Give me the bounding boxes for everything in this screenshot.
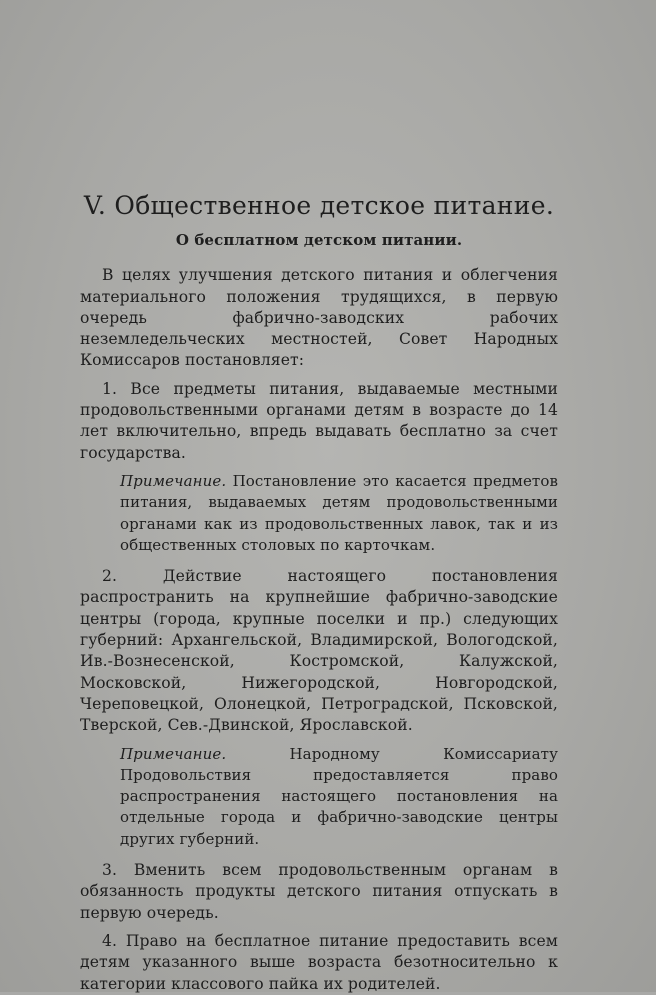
note-1-label: Примечание. bbox=[120, 471, 227, 490]
note-2 bbox=[120, 744, 558, 850]
point-3: 3. Вменить всем продовольственным органам в обязанность продукты детского питания отпускать в первую очередь. bbox=[80, 861, 558, 922]
note-1 bbox=[120, 471, 558, 556]
decree-title: О бесплатном детском питании. bbox=[175, 231, 463, 249]
point-4: 4. Право на бесплатное питание предоставить всем детям указанного выше возраста безотносительно к категории классового пайка их родителей. bbox=[80, 931, 558, 993]
preamble-paragraph: В целях улучшения детского питания и облегчения материального положения трудящихся, в первую очередь фабрично-заводских рабочих неземледельческих местностей, Совет Народных Комиссаров постановляет: bbox=[80, 266, 558, 370]
note-2-label: Примечание. bbox=[120, 744, 227, 763]
section-heading: V. Общественное детское питание. bbox=[83, 191, 555, 220]
point-1: 1. Все предметы питания, выдаваемые местными продовольственными органами детям в возрасте до 14 лет включительно, впредь выдавать бесплатно за счет государства. bbox=[80, 379, 558, 462]
note-1-text: Постановление это касается предметов питания, выдаваемых детям продовольственными органами как из продовольственных лавок, так и из общественных столовых по карточкам. bbox=[120, 471, 559, 554]
document-body bbox=[80, 190, 558, 995]
note-2-text: Народному Комиссариату Продовольствия предоставляется право распространения настоящего постановления на отдельные города и фабрично-заводские центры других губерний. bbox=[120, 744, 558, 848]
point-2: 2. Действие настоящего постановления распространить на крупнейшие фабрично-заводские центры (города, крупные поселки и пр.) следующих губерний: Архангельской, Владимирской, Вологодской, Ив.-Вознесенской, Костромской, Калужской, Московской, Нижегородской, Новгородской, Череповецкой, Олонецкой, Петроградской, Псковской, Тверской, Сев.-Двинской, Ярославской. bbox=[80, 567, 558, 735]
